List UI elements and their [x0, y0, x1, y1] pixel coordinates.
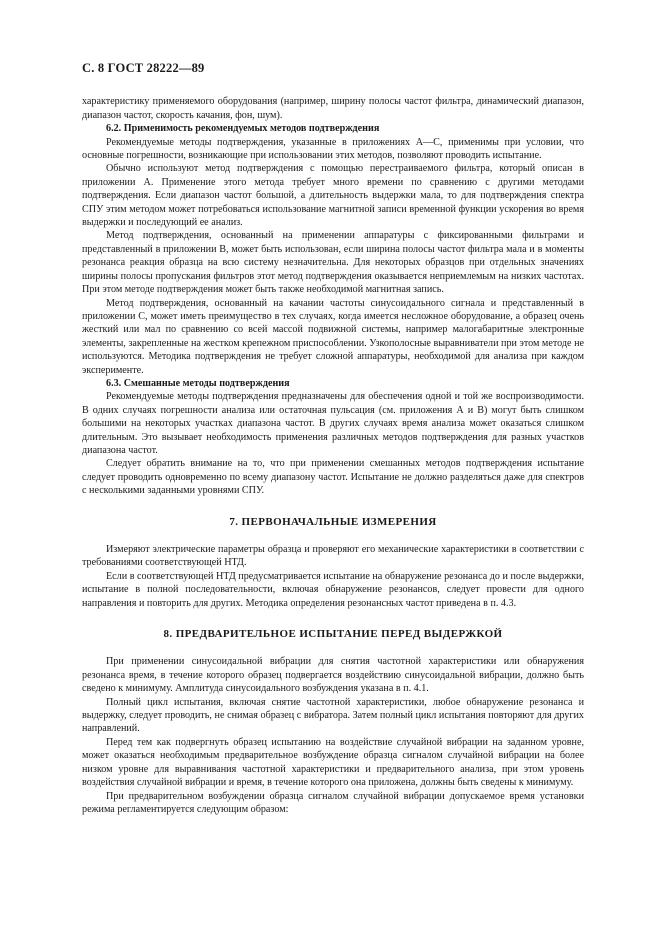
paragraph: Измеряют электрические параметры образца и проверяют его механические характеристики в соответствии с требованиями соответствующей НТД.	[82, 544, 584, 569]
paragraph: При применении синусоидальной вибрации для снятия частотной характеристики или обнаружения резонанса время, в течение которого образец подвергается воздействию синусоидальной вибрации, должно быть сведено к минимуму. Амплитуда синусоидального возбуждения указана в п. 4.1.	[82, 656, 584, 695]
paragraph: Метод подтверждения, основанный на применении аппаратуры с фиксированными фильтрами и представленный в приложении В, может быть использован, если ширина полосы частот фильтра мала и в моменты резонанса реакция образца на всю систему незначительна. Для некоторых образцов при отдельных значениях ширины полосы пропускания фильтров этот метод подтверждения оказывается неприемлемым на низких частотах. При этом методе подтверждения может быть также необходимой магнитная запись.	[82, 230, 584, 296]
paragraph: Рекомендуемые методы подтверждения предназначены для обеспечения одной и той же воспроизводимости. В одних случаях погрешности анализа или остаточная пульсация (см. приложения А и В) могут быть слишком большими на некоторых участках диапазона частот. В других случаях время анализа может оказаться слишком длительным. Это вызывает необходимость применения различных методов подтверждения для разных участков диапазона частот.	[82, 391, 584, 456]
paragraph: Полный цикл испытания, включая снятие частотной характеристики, любое обнаружение резонанса и выдержку, следует проводить, не снимая образец с вибратора. Затем полный цикл испытания повторяют для других направлений.	[82, 696, 584, 735]
subsection-6-3-heading: 6.3. Смешанные методы подтверждения	[106, 377, 290, 389]
document-page	[82, 62, 584, 816]
paragraph: Следует обратить внимание на то, что при применении смешанных методов подтверждения испытание следует проводить одновременно по всему диапазону частот. Испытание не должно разделяться даже для спектров с несколькими заданными уровнями СПУ.	[82, 458, 584, 497]
paragraph: Обычно используют метод подтверждения с помощью перестраиваемого фильтра, который описан в приложении А. Применение этого метода требует много времени по сравнению с другими методами подтверждения. Если диапазон частот большой, а длительность выдержки мала, то для подтверждения спектра СПУ этим методом может потребоваться использование магнитной записи временной функции ускорения во время выдержки и последующий ее анализ.	[82, 163, 584, 229]
paragraph: Перед тем как подвергнуть образец испытанию на воздействие случайной вибрации на заданном уровне, может оказаться необходимым предварительное возбуждение образца сигналом случайной вибрации на более низком уровне для выравнивания частотной характеристики и предварительного анализа, при этом уровень воздействия случайной вибрации и время, в течение которого она приложена, должны быть сведены к минимуму.	[82, 736, 584, 789]
paragraph-continuation: характеристику применяемого оборудования (например, ширину полосы частот фильтра, динамический диапазон, диапазон частот, скорость качания, фон, шум).	[82, 96, 584, 121]
paragraph: При предварительном возбуждении образца сигналом случайной вибрации допускаемое время установки режима регламентируется следующим образом:	[82, 790, 584, 815]
section-8-title: 8. ПРЕДВАРИТЕЛЬНОЕ ИСПЫТАНИЕ ПЕРЕД ВЫДЕРЖКОЙ	[163, 628, 503, 641]
subsection-6-2-heading: 6.2. Применимость рекомендуемых методов подтверждения	[106, 123, 380, 135]
section-7-title: 7. ПЕРВОНАЧАЛЬНЫЕ ИЗМЕРЕНИЯ	[229, 515, 437, 528]
page-header: С. 8 ГОСТ 28222—89	[82, 61, 205, 75]
paragraph: Рекомендуемые методы подтверждения, указанные в приложениях А—С, применимы при условии, что основные погрешности, возникающие при использовании этих методов, позволяют проводить испытание.	[82, 136, 584, 162]
paragraph: Если в соответствующей НТД предусматривается испытание на обнаружение резонанса до и после выдержки, испытание в полной последовательности, включая обнаружение резонансов, следует провести для одного направления и повторить для других. Методика определения резонансных частот приведена в п. 4.3.	[82, 570, 584, 609]
paragraph: Метод подтверждения, основанный на качании частоты синусоидального сигнала и представленный в приложении С, может иметь преимущество в тех случаях, когда имеется несложное оборудование, а образец очень жесткий или мал по сравнению со всей массой подвижной системы, например малогабаритные электронные элементы, закрепленные на жестком крепежном приспособлении. Узкополосные выравниватели при этом методе не используются. Методика подтверждения не требует сложной аппаратуры, необходимой для анализа при каждом эксперименте.	[82, 297, 584, 376]
